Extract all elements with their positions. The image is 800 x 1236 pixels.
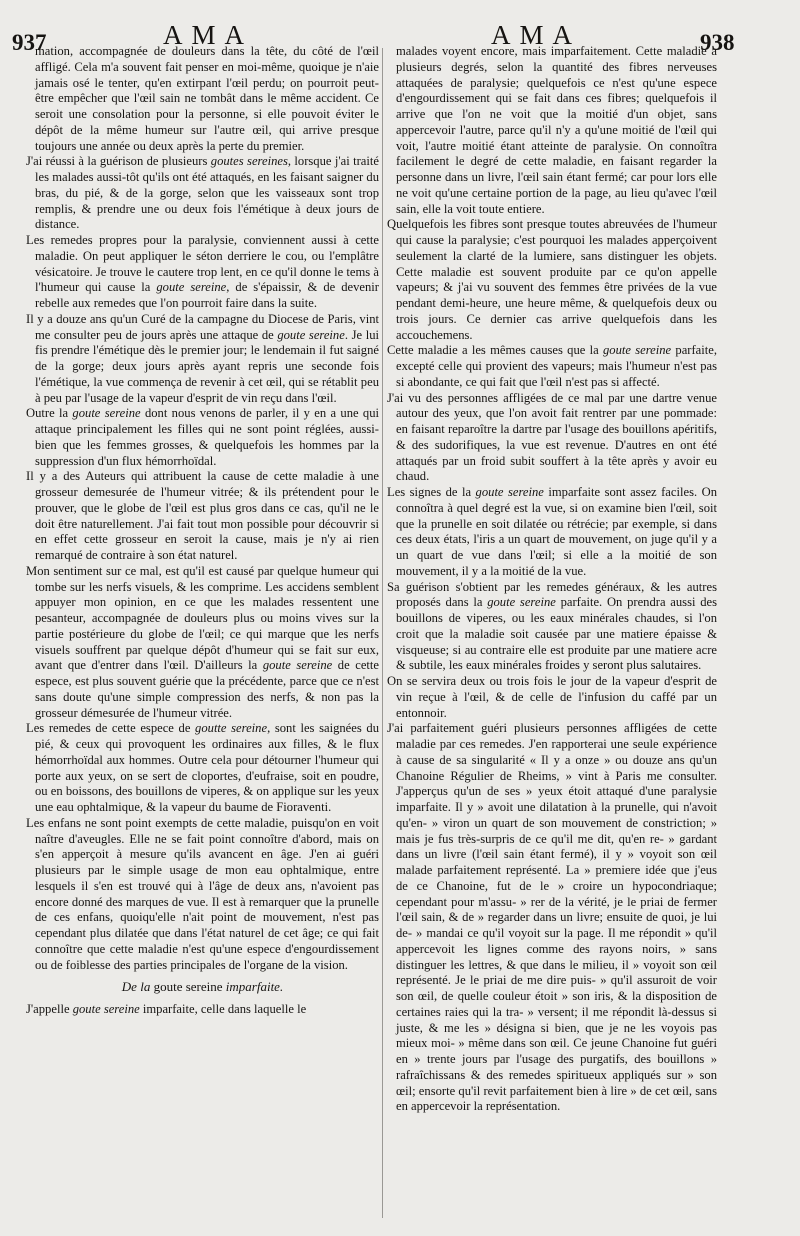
left-page-number: 937 <box>12 30 47 55</box>
paragraph: Cette maladie a les mêmes causes que la goute sereine parfaite, excepté celle qui provient des vapeurs; mais l'humeur n'est pas si abondante, ce qui fait que l'œil n'est pas si affecté. <box>387 343 717 389</box>
paragraph: Mon sentiment sur ce mal, est qu'il est causé par quelque humeur qui tombe sur les nerfs visuels, & les comprime. Les accidens semblent appuyer mon opinion, en ce que les malades ressentent une pesanteur, accompagnée de douleurs plus ou moins vives sur la partie postérieure du globe de l'œil; ce qui marque que les nerfs visuels souffrent par quelque dépôt d'humeur qui se fait sur eux, avant que d'entrer dans l'œil. D'ailleurs la goute sereine de cette espece, est plus souvent guérie que la précédente, parce que ce n'est sans doute qu'une simple compression des nerfs, & non pas la grosseur démesurée de l'humeur vitrée. <box>26 563 379 720</box>
paragraph: Il y a des Auteurs qui attribuent la cause de cette maladie à une grosseur demesurée de l'humeur vitrée; & ils prétendent pour le prouver, que le globe de l'œil est plus gros dans ce cas, qu'il ne le doit être naturellement. J'ai fait tout mon possible pour découvrir si en effet cette grosseur en seroit la cause, mais je n'y ai rien remarqué de contraire à son état naturel. <box>26 469 379 562</box>
paragraph: J'appelle goute sereine imparfaite, celle dans laquelle le <box>26 1002 307 1016</box>
paragraph: Il y a douze ans qu'un Curé de la campagne du Diocese de Paris, vint me consulter peu de jours après une attaque de goute sereine. Je lui fis prendre l'émétique dès le premier jour; le lendemain il fut saigné de la gorge; deux jours après ayant repris une seconde fois l'émétique, la vue commença de revenir à cet œil, qui se rétablit peu à peu par l'usage de la vapeur d'esprit de vin reçu dans l'œil. <box>26 311 379 405</box>
paragraph: malades voyent encore, mais imparfaitement. Cette maladie a plusieurs degrés, selon la quantité des fibres nerveuses attaquées de paralysie; quelquefois ce n'est qu'une espece d'engourdissement qui se fait dans ces fibres; quelquefois il arrive que l'on ne voit que la moitié d'un objet, sans appercevoir l'autre, parce qu'il n'y a qu'une moitié de l'œil qui voit, l'autre moitié étant atteinte de paralysie. On connoîtra facilement le degré de cette maladie, en faisant regarder la personne dans un livre, l'œil sain étant fermé; car pour lors elle ne voit qu'une certaine portion de la page, au lieu qu'avec l'œil sain, elle la voit toute entiere. <box>396 44 717 216</box>
section-heading: De la goute sereine imparfaite. <box>121 979 284 995</box>
column-divider <box>382 48 383 1218</box>
paragraph: On se servira deux ou trois fois le jour de la vapeur d'esprit de vin reçue à l'œil, & de celle de l'infusion du caffé par un entonnoir. <box>387 674 717 720</box>
paragraph: Les remedes propres pour la paralysie, conviennent aussi à cette maladie. On peut appliquer le séton derriere le cou, ou l'emplâtre vésicatoire. Je trouve le cautere trop lent, en ce qu'il donne le tems à l'humeur qui cause la goute sereine, de s'épaissir, & de devenir rebelle aux remedes que l'on pourroit faire dans la suite. <box>26 233 379 310</box>
paragraph: J'ai vu des personnes affligées de ce mal par une dartre venue autour des yeux, que l'on avoit fait rentrer par une pommade: en faisant reparoître la dartre par l'usage des bouillons apéritifs, & des sudorifiques, la vue est revenue. D'autres en ont été attaqués par un froid subit souffert à la tête après y avoir eu chaud. <box>387 390 717 484</box>
right-page-number: 938 <box>700 30 735 55</box>
paragraph: Quelquefois les fibres sont presque toutes abreuvées de l'humeur qui cause la paralysie; c'est pourquoi les malades apperçoivent seulement la clarté de la lumiere, sans distinguer les objets. Cette maladie est souvent produite par ce qu'on appelle vapeurs; & j'ai vu souvent des femmes être privées de la vue pendant demi-heure, une heure même, & quelquefois deux ou trois jours. Ce dernier cas arrive quelquefois dans les accouchemens. <box>387 217 717 342</box>
paragraph: Les remedes de cette espece de goutte sereine, sont les saignées du pié, & ceux qui provoquent les ordinaires aux filles, & le flux hémorrhoïdal aux hommes. Outre cela pour détourner l'humeur qui porte aux yeux, on se sert de cloportes, d'eufraise, soit en poudre, ou en boissons, des bouillons de viperes, & on applique sur les yeux une eau ophtalmique, & la vapeur du baume de Fioraventi. <box>26 721 379 814</box>
paragraph: Outre la goute sereine dont nous venons de parler, il y en a une qui attaque principalement les filles qui ne sont point réglées, aussi-bien que les femmes grosses, & quelquefois les hommes par la suppression d'un flux hémorrhoïdal. <box>26 406 379 468</box>
paragraph: J'ai réussi à la guérison de plusieurs goutes sereines, lorsque j'ai traité les malades aussi-tôt qu'ils ont été attaqués, en les faisant saigner du bras, du pié, & de la gorge, selon que les vaisseaux sont trop remplis, & prendre une ou deux fois l'émétique à deux jours de distance. <box>26 154 379 232</box>
right-running-head: AMA <box>491 20 582 50</box>
paragraph: mation, accompagnée de douleurs dans la tête, du côté de l'œil affligé. Cela m'a souvent fait penser en moi-même, quoique je n'aie jamais osé le tenter, qu'en extirpant l'œil perdu; on pourroit peut-être empêcher que l'œil sain ne tombât dans le même accident. Ce seroit une consolation pour la personne, si elle pouvoit éviter le dépôt de la même humeur sur l'autre œil, qui arrive presque toujours une année ou deux après la perte du premier. <box>35 44 379 153</box>
right-text-column <box>387 44 717 1230</box>
left-text-column <box>26 44 379 1230</box>
left-running-head: AMA <box>163 20 254 50</box>
paragraph: Sa guérison s'obtient par les remedes généraux, & les autres proposés dans la goute sereine parfaite. On prendra aussi des bouillons de viperes, ou les eaux minérales chaudes, si l'on croit que la maladie soit causée par une matiere épaisse & visqueuse; si au contraire elle est produite par une matiere acre & subtile, les eaux minérales froides y seront plus salutaires. <box>387 579 717 673</box>
paragraph: J'ai parfaitement guéri plusieurs personnes affligées de cette maladie par ces remedes. J'en rapporterai une seule expérience à cause de sa singularité « Il y a onze » ou douze ans qu'un Chanoine Régulier de Rheims, » vint à Paris me consulter. J'apperçus qu'un de ses » yeux étoit attaqué d'une paralysie imparfaite. Il y » avoit une dilatation à la prunelle, qui n'avoit qu'en- » viron un quart de son mouvement de constriction; » mais je fus très-surpris de ce qu'il me dit, qu'en re- » gardant dans un livre (l'œil sain étant fermé), il y » voyoit son œil malade parfaitement représenté. La » premiere idée que j'eus de ce Chanoine, fut de le » croire un hypocondriaque; cependant pour m'assu- » rer de la vérité, je le priai de fermer l'œil sain, & de » regarder dans un livre; ensuite de quoi, je lui de- » mandai ce qu'il voyoit sur la page. Il me répondit » qu'il appercevoit les lignes comme des rayons noirs, » sans distinguer les lettres, & que dans le milieu, il » voyoit son œil représenté. Je le priai de me dire puis- » qu'il assuroit de voir son œil, de quelle couleur étoit » son iris, & la disposition de certaines raies qui la tra- » versent; il me répondit là-dessus si juste, & me les » désigna si bien, que je ne les voyois pas mieux moi- » même dans son œil. Ce jeune Chanoine fut guéri en » trente jours par l'usage des purgatifs, des bouillons » rafraîchissans & des remedes spiritueux appliqués sur » son œil; ensorte qu'il revit parfaitement bien à lire » de cet œil, sans en appercevoir la représentation. <box>387 721 717 1114</box>
paragraph: Les enfans ne sont point exempts de cette maladie, puisqu'on en voit naître d'aveugles. Elle ne se fait point connoître d'abord, mais on s'en apperçoit à mesure qu'ils avancent en âge. J'en ai guéri plusieurs par le simple usage de mon eau ophtalmique, entre lesquels il s'en est trouvé qui à l'âge de deux ans, n'avoient pas encore donné des marques de vue. Il est à remarquer que la prunelle de ces enfans, quoiqu'elle n'ait point de mouvement, n'est pas cependant plus dilatée que dans l'état naturel de cet âge; ce qui fait connoître que cette maladie n'est qu'une espece d'engourdissement ou de foiblesse des parties principales de l'organe de la vision. <box>26 815 379 972</box>
paragraph: Les signes de la goute sereine imparfaite sont assez faciles. On connoîtra à quel degré est la vue, si on examine bien l'œil, soit que la prunelle en soit dilatée ou rétrécie; par exemple, si dans ces deux états, l'iris a un quart de mouvement, on juge qu'il y a un quart de vue dans l'œil; si elle a la moitié de son mouvement, il y a la moitié de la vue. <box>387 485 717 578</box>
